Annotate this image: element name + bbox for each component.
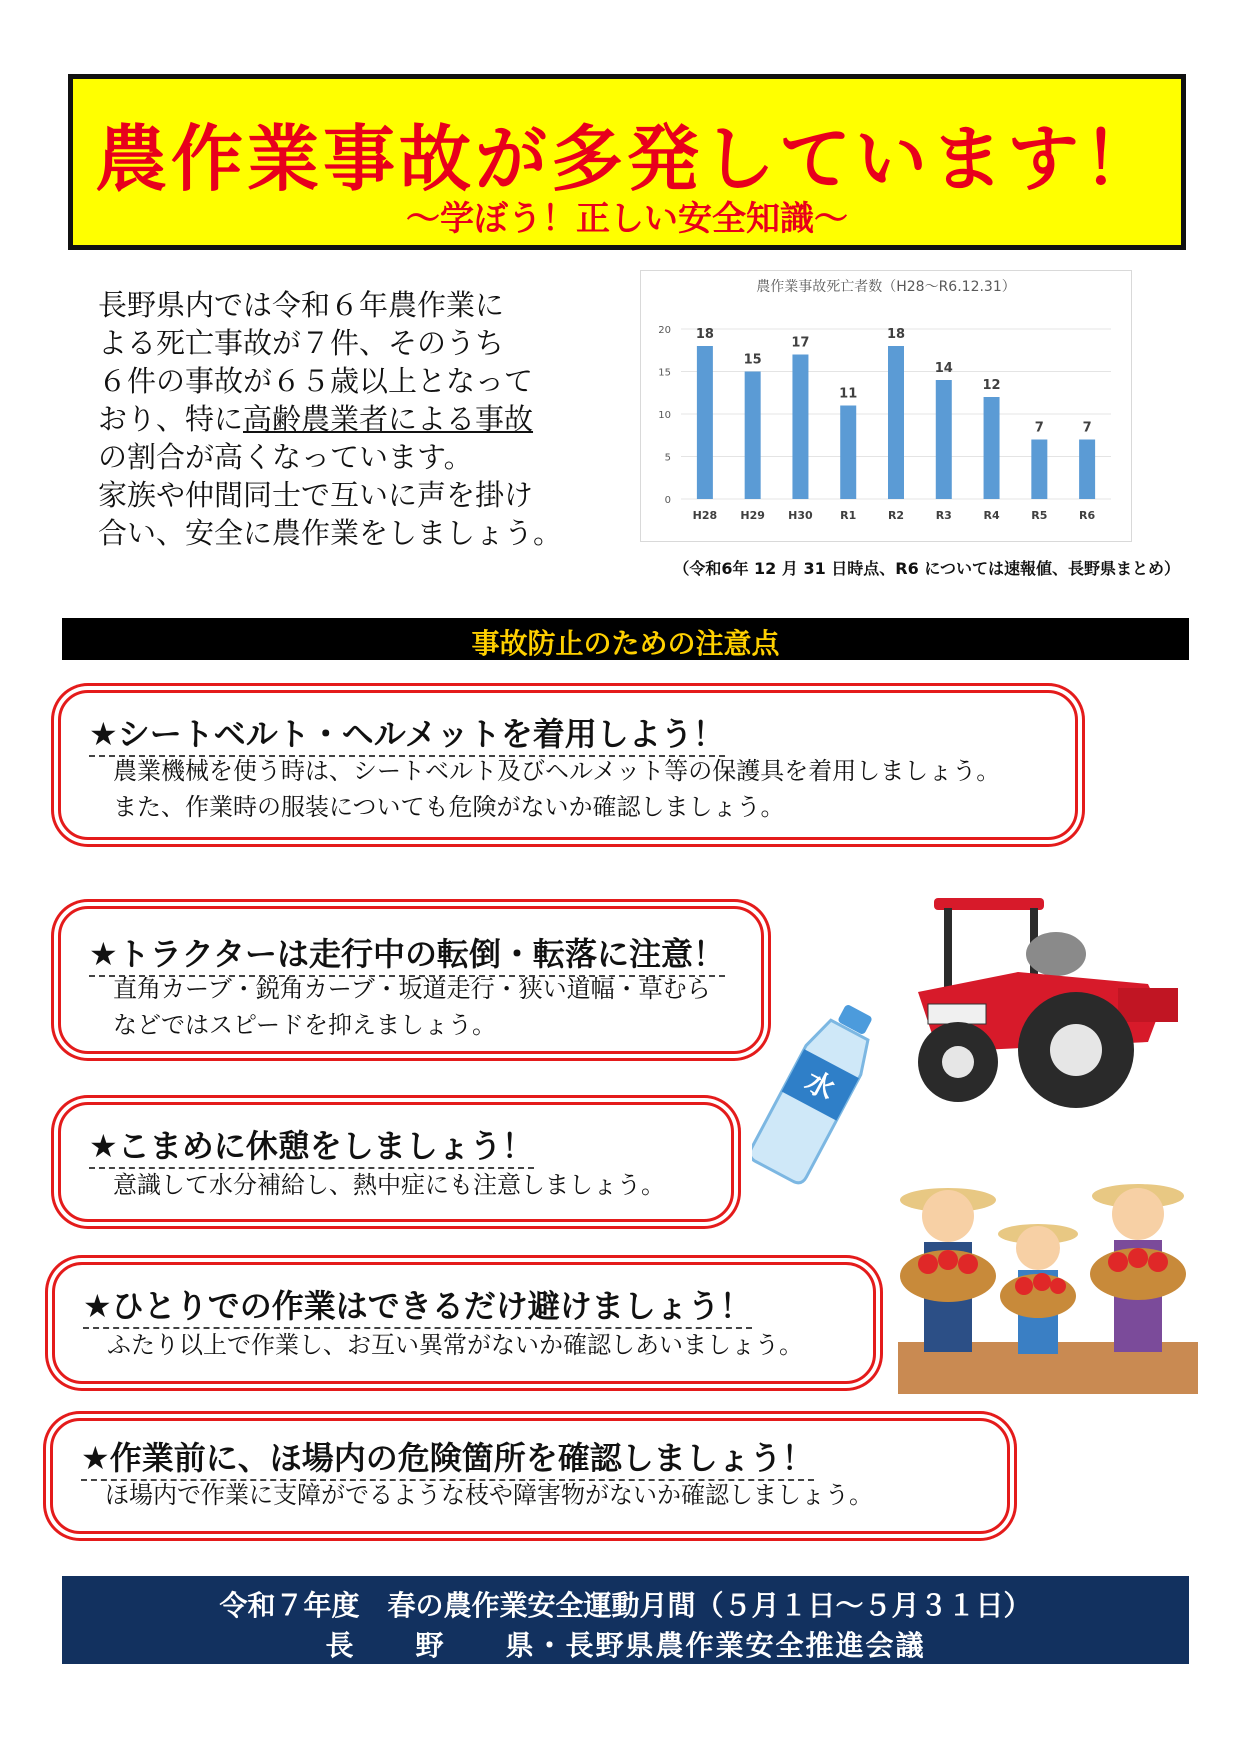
section-header [62,618,1189,660]
farmer-face [922,1190,974,1242]
intro-line: よる死亡事故が７件、そのうち [98,326,505,360]
chart-bar [1079,440,1095,500]
chart-x-tick-label: R1 [840,509,857,522]
chart-x-tick-label: R5 [1031,509,1048,522]
chart-x-tick-label: H29 [740,509,765,522]
tip-title: ★シートベルト・ヘルメットを着用しよう！ [89,709,725,757]
farmer-face [1016,1226,1060,1270]
tip-body [113,1167,665,1203]
chart-x-tick-label: R2 [887,509,905,522]
tomato [1033,1273,1051,1291]
intro-line: 長野県内では令和６年農作業に [98,288,505,322]
section-title: 事故防止のための注意点 [471,627,780,660]
chart-data-label: 15 [743,352,762,368]
tractor-front-hub [942,1046,974,1078]
tractor-illustration [898,892,1188,1112]
tomato [938,1250,958,1270]
chart-data-label: 12 [982,378,1001,393]
footer-banner [62,1576,1189,1664]
chart-x-tick-label: H28 [692,509,718,522]
bar-chart [640,270,1132,542]
tip-body [105,1477,873,1513]
tip-card-field-check [50,1418,1010,1534]
chart-x-tick-label: H30 [788,509,813,522]
tomato [1015,1277,1033,1295]
chart-bar [697,346,713,499]
tomato [918,1254,938,1274]
farmer-face [1112,1188,1164,1240]
tip-body [113,753,1000,825]
chart-bar [792,355,808,500]
tip-card-tractor [58,906,764,1054]
tractor-grille [928,1004,986,1024]
tractor-seat [1026,932,1086,976]
tractor-rotary [1118,988,1178,1022]
page-title: 農作業事故が多発しています！ [94,117,1159,201]
chart-y-tick-label: 15 [658,367,671,379]
tomato [1148,1252,1168,1272]
chart-x-tick-label: R4 [983,509,1000,522]
water-bottle-illustration [752,996,882,1186]
farmers-illustration [898,1164,1198,1394]
chart-y-tick-label: 5 [664,452,671,464]
chart-data-label: 7 [1034,420,1044,436]
tip-line: ふたり以上で作業し、お互い異常がないか確認しあいましょう。 [107,1331,803,1359]
page-subtitle: ～学ぼう！正しい安全知識～ [406,199,848,239]
intro-text [98,286,578,552]
intro-line: ６件の事故が６５歳以上となって [98,364,534,398]
tip-line: ほ場内で作業に支障がでるような枝や障害物がないか確認しましょう。 [105,1481,873,1509]
intro-line [98,400,578,438]
chart-bar [936,380,952,499]
chart-y-tick-label: 0 [664,495,671,506]
campaign-period: 令和７年度 春の農作業安全運動月間（５月１日～５月３１日） [219,1589,1032,1622]
tomato [1128,1248,1148,1268]
chart-bar [1031,440,1047,500]
chart-title: 農作業事故死亡者数（H28～R6.12.31） [756,279,1016,295]
tractor-rear-hub [1050,1024,1102,1076]
chart-y-tick-label: 20 [658,325,671,336]
tip-card-rest [58,1102,734,1222]
chart-y-tick-label: 10 [658,410,671,421]
chart-data-label: 18 [695,327,714,342]
bottle-label-text: 水 [799,1064,841,1107]
intro-line: 合い、安全に農作業をしましょう。 [98,516,563,550]
tomato [1050,1278,1066,1294]
tractor-roll-bar [944,908,952,988]
tip-line: などではスピードを抑えましょう。 [113,1011,497,1039]
tip-line: 農業機械を使う時は、シートベルト及びヘルメット等の保護具を着用しましょう。 [113,757,1001,785]
chart-data-label: 17 [791,335,810,351]
chart-svg [641,271,1131,541]
tip-body [113,971,711,1043]
tip-card-pair-work [52,1262,876,1384]
tip-line: 意識して水分補給し、熱中症にも注意しましょう。 [113,1171,665,1199]
chart-bar [888,346,904,499]
tip-line: 直角カーブ・鋭角カーブ・坂道走行・狭い道幅・草むら [113,975,711,1003]
chart-x-tick-label: R6 [1079,509,1096,522]
tip-title: ★トラクターは走行中の転倒・転落に注意！ [89,929,725,977]
chart-caption: （令和6年 12 月 31 日時点、R6 については速報値、長野県まとめ） [673,559,1180,578]
tip-title: ★ひとりでの作業はできるだけ避けましょう！ [83,1281,752,1329]
chart-data-label: 7 [1082,420,1092,436]
chart-bar [745,372,761,500]
organizer: 長 野 県・長野県農作業安全推進会議 [325,1629,926,1662]
chart-data-label: 18 [886,327,906,342]
chart-bar [984,397,1000,499]
intro-line: 家族や仲間同士で互いに声を掛け [98,478,534,512]
intro-emphasis: 高齢農業者による事故 [243,402,534,436]
intro-line: の割合が高くなっています。 [98,440,473,474]
tomato [1108,1252,1128,1272]
tomato [958,1254,978,1274]
tip-body [107,1327,803,1363]
intro-text-part: おり、特に [98,402,244,436]
chart-bar [840,406,856,500]
chart-data-label: 14 [934,361,953,376]
chart-x-tick-label: R3 [935,509,952,522]
tip-title: ★こまめに休憩をしましょう！ [89,1121,534,1169]
tip-line: また、作業時の服装についても危険がないか確認しましょう。 [113,793,785,821]
chart-data-label: 11 [839,386,858,402]
tip-title: ★作業前に、ほ場内の危険箇所を確認しましょう！ [81,1433,814,1481]
title-banner [68,74,1186,250]
tip-card-seatbelt [58,690,1078,840]
